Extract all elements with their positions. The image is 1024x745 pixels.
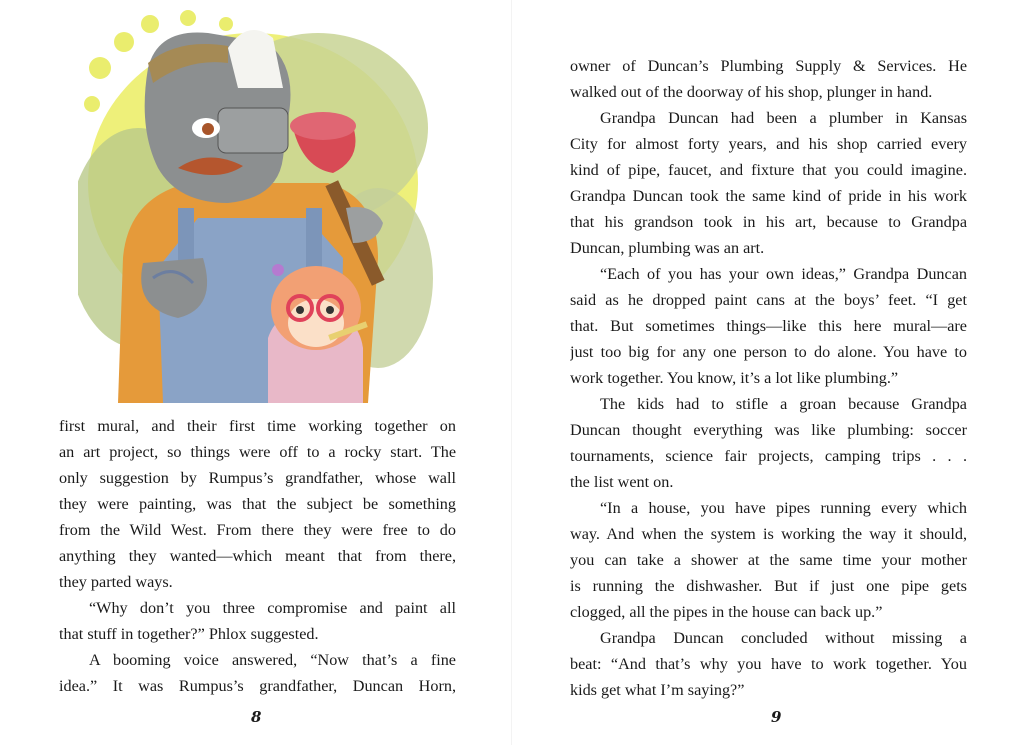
text-line: Grandpa Duncan had been a plumber in Kansas xyxy=(600,109,967,127)
text-line: Duncan thought everything was like plumbing: soccer xyxy=(570,421,967,439)
text-line: that. But sometimes things—like this here mural—are xyxy=(570,317,967,335)
text-line: only suggestion by Rumpus’s grandfather, whose wall xyxy=(59,469,456,487)
text-line: beat: “And that’s why you have to work together. You xyxy=(570,655,967,673)
text-line: you can take a shower at the same time your mother xyxy=(570,551,967,569)
text-line: kids get what I’m saying?” xyxy=(570,681,745,699)
right-page xyxy=(512,0,1024,745)
illustration-rhino-plumber xyxy=(78,8,438,403)
text-line: “Why don’t you three compromise and paint all xyxy=(89,599,456,617)
text-line: that his grandson took in his art, because to Grandpa xyxy=(570,213,967,231)
text-line: just too big for any one person to do alone. You have to xyxy=(570,343,967,361)
text-line: Duncan, plumbing was an art. xyxy=(570,239,765,257)
text-line: Grandpa Duncan concluded without missing a xyxy=(600,629,967,647)
text-line: clogged, all the pipes in the house can back up.” xyxy=(570,603,883,621)
text-line: work together. You know, it’s a lot like plumbing.” xyxy=(570,369,899,387)
text-line: The kids had to stifle a groan because Grandpa xyxy=(600,395,967,413)
left-page-text xyxy=(59,413,456,699)
text-line: said as he dropped paint cans at the boys’ feet. “I get xyxy=(570,291,967,309)
text-line: way. And when the system is working the way it should, xyxy=(570,525,967,543)
text-line: first mural, and their first time working together on xyxy=(59,417,456,435)
text-line: is running the dishwasher. But if just one pipe gets xyxy=(570,577,967,595)
text-line: an art project, so things were off to a rocky start. The xyxy=(59,443,456,461)
text-line: A booming voice answered, “Now that’s a fine xyxy=(89,651,456,669)
hamster-phlox xyxy=(268,264,368,403)
text-line: “In a house, you have pipes running every which xyxy=(600,499,967,517)
page-number: 9 xyxy=(771,708,782,726)
text-line: they were painting, was that the subject be something xyxy=(59,495,456,513)
text-line: from the Wild West. From there they were free to do xyxy=(59,521,456,539)
text-line: idea.” It was Rumpus’s grandfather, Duncan Horn, xyxy=(59,677,456,695)
text-line: kind of pipe, faucet, and fixture that you could imagine. xyxy=(570,161,967,179)
text-line: owner of Duncan’s Plumbing Supply & Services. He xyxy=(570,57,967,75)
text-line: they parted ways. xyxy=(59,573,173,591)
text-line: “Each of you has your own ideas,” Grandpa Duncan xyxy=(600,265,967,283)
text-line: the list went on. xyxy=(570,473,674,491)
text-line: walked out of the doorway of his shop, plunger in hand. xyxy=(570,83,933,101)
page-number: 8 xyxy=(251,708,262,726)
text-line: Grandpa Duncan took the same kind of pride in his work xyxy=(570,187,967,205)
text-line: anything they wanted—which meant that from there, xyxy=(59,547,456,565)
right-page-text xyxy=(570,53,967,703)
text-line: tournaments, science fair projects, camping trips . . . xyxy=(570,447,967,465)
text-line: City for almost forty years, and his shop carried every xyxy=(570,135,967,153)
text-line: that stuff in together?” Phlox suggested. xyxy=(59,625,319,643)
